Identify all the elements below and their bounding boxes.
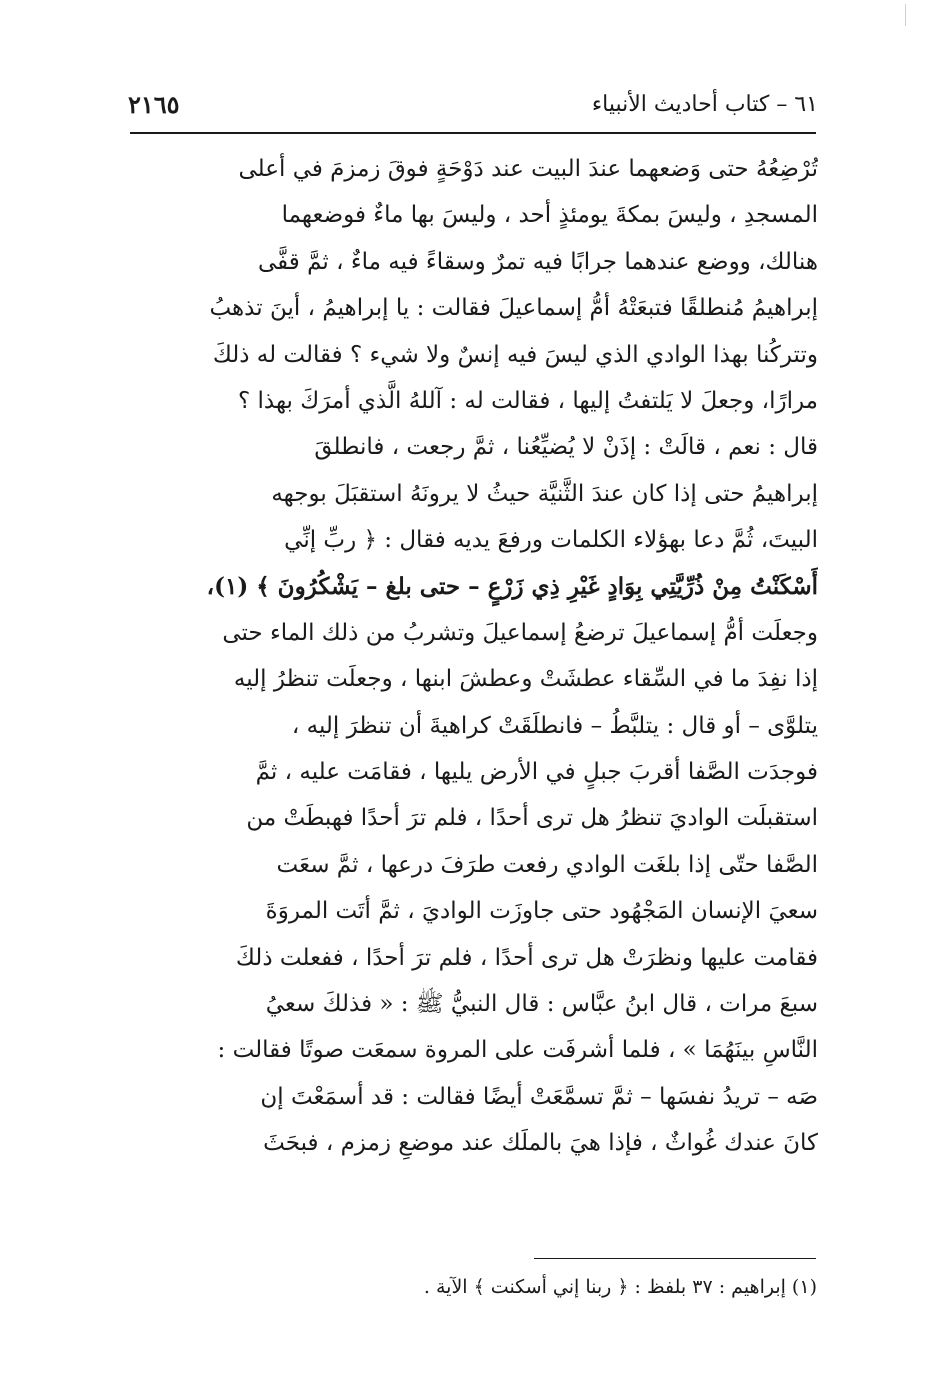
footnote-divider xyxy=(534,1258,816,1259)
scan-edge-mark xyxy=(905,4,912,26)
text-line: الصَّفا حتّى إذا بلغَت الوادي رفعت طرَفَ درعها ، ثمَّ سعَت xyxy=(276,851,818,878)
text-line: إبراهيمُ حتى إذا كان عندَ الثَّنيَّة حيثُ لا يرونَهُ استقبَلَ بوجهه xyxy=(271,480,818,507)
text-line: النَّاسِ بينَهُمَا » ، فلما أشرفَت على المروة سمعَت صوتًا فقالت : xyxy=(217,1037,818,1064)
text-line: فوجدَت الصَّفا أقربَ جبلٍ في الأرض يليها ، فقامَت عليه ، ثمَّ xyxy=(255,759,818,786)
text-line: كانَ عندك غُواثٌ ، فإذا هيَ بالملَك عند موضعِ زمزم ، فبحَثَ xyxy=(263,1130,818,1157)
chapter-title: ٦١ – كتاب أحاديث الأنبياء xyxy=(591,92,818,117)
text-line: سبعَ مرات ، قال ابنُ عبَّاس : قال النبيُّ ﷺ : « فذلكَ سعيُ xyxy=(265,991,818,1018)
text-line: وتتركُنا بهذا الوادي الذي ليسَ فيه إنسٌ ولا شيء ؟ فقالت له ذلكَ xyxy=(212,341,818,368)
page-header xyxy=(128,88,818,128)
text-line: إبراهيمُ مُنطلقًا فتبعَتْهُ أمُّ إسماعيلَ فقالت : يا إبراهيمُ ، أينَ تذهبُ xyxy=(209,295,818,322)
text-line: مرارًا، وجعلَ لا يَلتفتُ إليها ، فقالت له : آللهُ الَّذي أمرَكَ بهذا ؟ xyxy=(237,387,818,414)
text-line: سعيَ الإنسان المَجْهُود حتى جاوزَت الواديَ ، ثمَّ أتَت المروَةَ xyxy=(265,898,818,925)
text-line: إذا نفِدَ ما في السِّقاء عطشَتْ وعطشَ ابنها ، وجعلَت تنظرُ إليه xyxy=(233,666,818,693)
quran-verse-line: أَسْكَنْتُ مِنْ ذُرِّيَّتِي بِوَادٍ غَيْرِ ذِي زَرْعٍ – حتى بلغ – يَشْكُرُونَ ﴾ (١)، xyxy=(206,572,818,600)
main-text-block xyxy=(128,146,818,1167)
footnote: (١) إبراهيم : ٣٧ بلفظ : ﴿ ربنا إني أسكنت ﴾ الآية . xyxy=(423,1276,817,1298)
text-line: يتلوَّى – أو قال : يتلبَّطُ – فانطلَقَتْ كراهيةَ أن تنظرَ إليه ، xyxy=(291,712,818,739)
text-line: قال : نعم ، قالَتْ : إذَنْ لا يُضيِّعُنا ، ثمَّ رجعت ، فانطلقَ xyxy=(314,434,818,461)
text-line: البيتَ، ثُمَّ دعا بهؤلاء الكلمات ورفعَ يديه فقال : ﴿ ربِّ إنِّي xyxy=(284,527,818,554)
text-line: هنالك، ووضع عندهما جرابًا فيه تمرٌ وسقاءً فيه ماءٌ ، ثمَّ قفَّى xyxy=(257,248,818,275)
text-line: فقامت عليها ونظرَتْ هل ترى أحدًا ، فلم ترَ أحدًا ، ففعلت ذلكَ xyxy=(235,944,818,971)
text-line: وجعلَت أمُّ إسماعيلَ ترضعُ إسماعيلَ وتشربُ من ذلك الماء حتى xyxy=(222,619,818,646)
text-line: تُرْضِعُهُ حتى وَضعهما عندَ البيت عند دَوْحَةٍ فوقَ زمزمَ في أعلى xyxy=(238,156,818,182)
text-line: صَه – تريدُ نفسَها – ثمَّ تسمَّعَتْ أيضًا فقالت : قد أسمَعْتَ إن xyxy=(260,1083,818,1110)
text-line: المسجدِ ، وليسَ بمكةَ يومئذٍ أحد ، وليسَ بها ماءٌ فوضعهما xyxy=(281,202,818,229)
text-line: استقبلَت الواديَ تنظرُ هل ترى أحدًا ، فلم ترَ أحدًا فهبطَتْ من xyxy=(246,805,818,832)
header-divider xyxy=(130,132,816,134)
page-number: ٢١٦٥ xyxy=(128,90,180,119)
